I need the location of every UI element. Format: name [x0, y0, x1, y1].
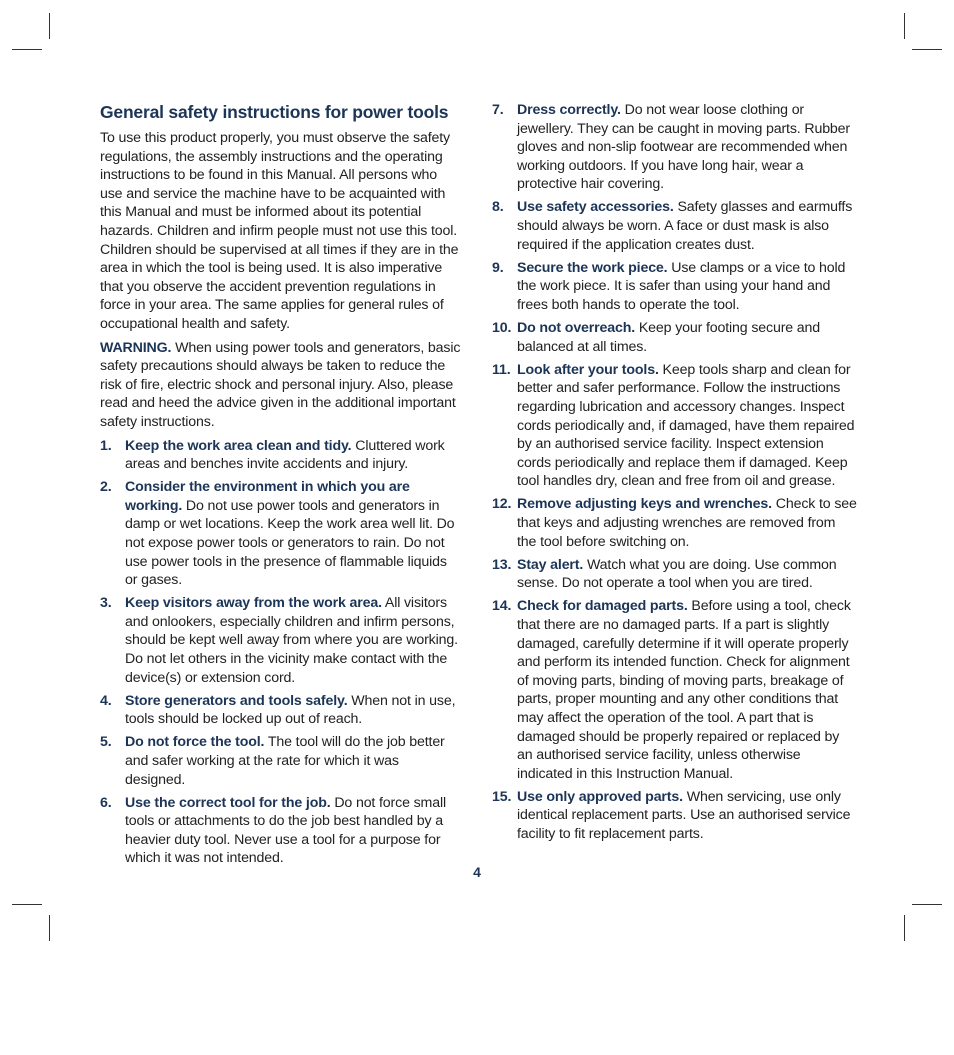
item-number: 5.	[100, 734, 112, 751]
item-title: Do not overreach.	[517, 320, 636, 337]
item-number: 11.	[492, 361, 511, 378]
list-item	[100, 437, 462, 474]
item-text: Before using a tool, check that there are no damaged parts. If a part is slightly damaged, carefully determine if it will operate properly and perform its intended function. Check for alignment of moving parts, binding of moving parts, breakage of parts, proper mounting and any other conditions that may affect the operation of the tool. A part that is damaged should be properly repaired or replaced by an authorised service facility, unless otherwise indicated in this Instruction Manual.	[517, 598, 851, 782]
item-text: When servicing, use only identical replacement parts. Use an authorised service facility to fit replacement parts.	[517, 788, 851, 842]
warning-paragraph	[100, 339, 462, 432]
crop-mark	[904, 13, 905, 39]
item-text: The tool will do the job better and safer working at the rate for which it was designed.	[125, 734, 445, 788]
item-title: Look after your tools.	[517, 361, 659, 378]
list-item	[492, 198, 858, 254]
list-item	[492, 101, 858, 194]
item-number: 8.	[492, 199, 504, 216]
item-number: 1.	[100, 437, 112, 454]
list-item	[492, 259, 858, 315]
warning-label: WARNING.	[100, 339, 172, 356]
section-heading: General safety instructions for power tools	[100, 102, 449, 122]
item-number: 3.	[100, 595, 112, 612]
crop-mark	[49, 13, 50, 39]
list-item	[492, 361, 858, 491]
list-item	[100, 733, 462, 789]
item-number: 2.	[100, 479, 112, 496]
item-number: 7.	[492, 102, 504, 118]
crop-mark	[912, 49, 942, 50]
item-title: Check for damaged parts.	[517, 598, 688, 615]
item-title: Remove adjusting keys and wrenches.	[517, 496, 772, 513]
item-text: Do not use power tools and generators in damp or wet locations. Keep the work area well lit. Do not expose power tools or generators to rain. Do not use power tools in the presence of flammable liquids or gases.	[125, 497, 455, 589]
item-title: Dress correctly.	[517, 102, 621, 118]
item-title: Keep visitors away from the work area.	[125, 595, 382, 612]
item-text: When not in use, tools should be locked up out of reach.	[125, 692, 456, 728]
page-number: 4	[473, 864, 481, 880]
crop-mark	[904, 915, 905, 941]
item-number: 14.	[492, 598, 512, 615]
intro-paragraph: To use this product properly, you must observe the safety regulations, the assembly instructions and the operating instructions to be found in this Manual. All persons who use and service the machine have to be acquainted with this Manual and must be informed about its potential hazards. Children and infirm people must not use this tool. Children should be supervised at all times if they are in the area in which the tool is being used. It is also imperative that you observe the accident prevention regulations in force in your area. The same applies for general rules of occupational health and safety.	[100, 130, 459, 332]
left-column	[100, 99, 462, 873]
item-number: 6.	[100, 794, 112, 811]
item-title: Consider the environment in which you are working.	[125, 479, 410, 514]
item-title: Use only approved parts.	[517, 788, 683, 805]
item-number: 4.	[100, 692, 112, 709]
item-title: Use the correct tool for the job.	[125, 794, 331, 811]
item-text: Do not wear loose clothing or jewellery. They can be caught in moving parts. Rubber gloves and non-slip footwear are recommended when working outdoors. If you have long hair, wear a protective hair covering.	[517, 102, 850, 193]
item-title: Do not force the tool.	[125, 734, 265, 751]
item-number: 12.	[492, 496, 512, 513]
list-item	[100, 794, 462, 868]
right-column	[492, 101, 858, 848]
crop-mark	[12, 49, 42, 50]
item-text: Safety glasses and earmuffs should always be worn. A face or dust mask is also required if the application creates dust.	[517, 199, 853, 253]
item-text: Keep tools sharp and clean for better and safer performance. Follow the instructions regarding lubrication and accessory changes. Inspect cords periodically and, if damaged, have them repaired by an authorised service facility. Inspect extension cords periodically and replace them if damaged. Keep tool handles dry, clean and free from oil and grease.	[517, 361, 855, 490]
list-item	[492, 495, 858, 551]
item-number: 10.	[492, 320, 512, 337]
item-text: Check to see that keys and adjusting wrenches are removed from the tool before switching on.	[517, 496, 857, 550]
item-text: Cluttered work areas and benches invite accidents and injury.	[125, 437, 445, 473]
item-text: Watch what you are doing. Use common sense. Do not operate a tool when you are tired.	[517, 556, 837, 592]
item-text: Keep your footing secure and balanced at all times.	[517, 320, 821, 355]
item-number: 15.	[492, 788, 512, 805]
list-item	[492, 556, 858, 593]
crop-mark	[49, 915, 50, 941]
list-item	[100, 692, 462, 729]
crop-mark	[12, 904, 42, 905]
item-title: Keep the work area clean and tidy.	[125, 437, 352, 454]
warning-text: When using power tools and generators, basic safety precautions should always be taken to reduce the risk of fire, electric shock and personal injury. Also, please read and heed the advice given in the additional important safety instructions.	[100, 339, 461, 430]
list-item	[492, 788, 858, 844]
list-item	[100, 594, 462, 687]
crop-mark	[912, 904, 942, 905]
list-item	[100, 478, 462, 590]
item-text: Do not force small tools or attachments to do the job best handled by a heavier duty tool. Never use a tool for a purpose for which it was not intended.	[125, 794, 446, 867]
item-title: Use safety accessories.	[517, 199, 674, 216]
item-title: Stay alert.	[517, 556, 584, 573]
item-number: 9.	[492, 259, 504, 276]
list-item	[492, 319, 858, 356]
list-item	[492, 597, 858, 783]
item-text: Use clamps or a vice to hold the work piece. It is safer than using your hand and frees both hands to operate the tool.	[517, 259, 846, 313]
item-number: 13.	[492, 556, 512, 573]
item-text: All visitors and onlookers, especially children and infirm persons, should be kept well away from where you are working. Do not let others in the vicinity make contact with the device(s) or extension cord.	[125, 595, 458, 686]
item-title: Store generators and tools safely.	[125, 692, 348, 709]
item-title: Secure the work piece.	[517, 259, 668, 276]
